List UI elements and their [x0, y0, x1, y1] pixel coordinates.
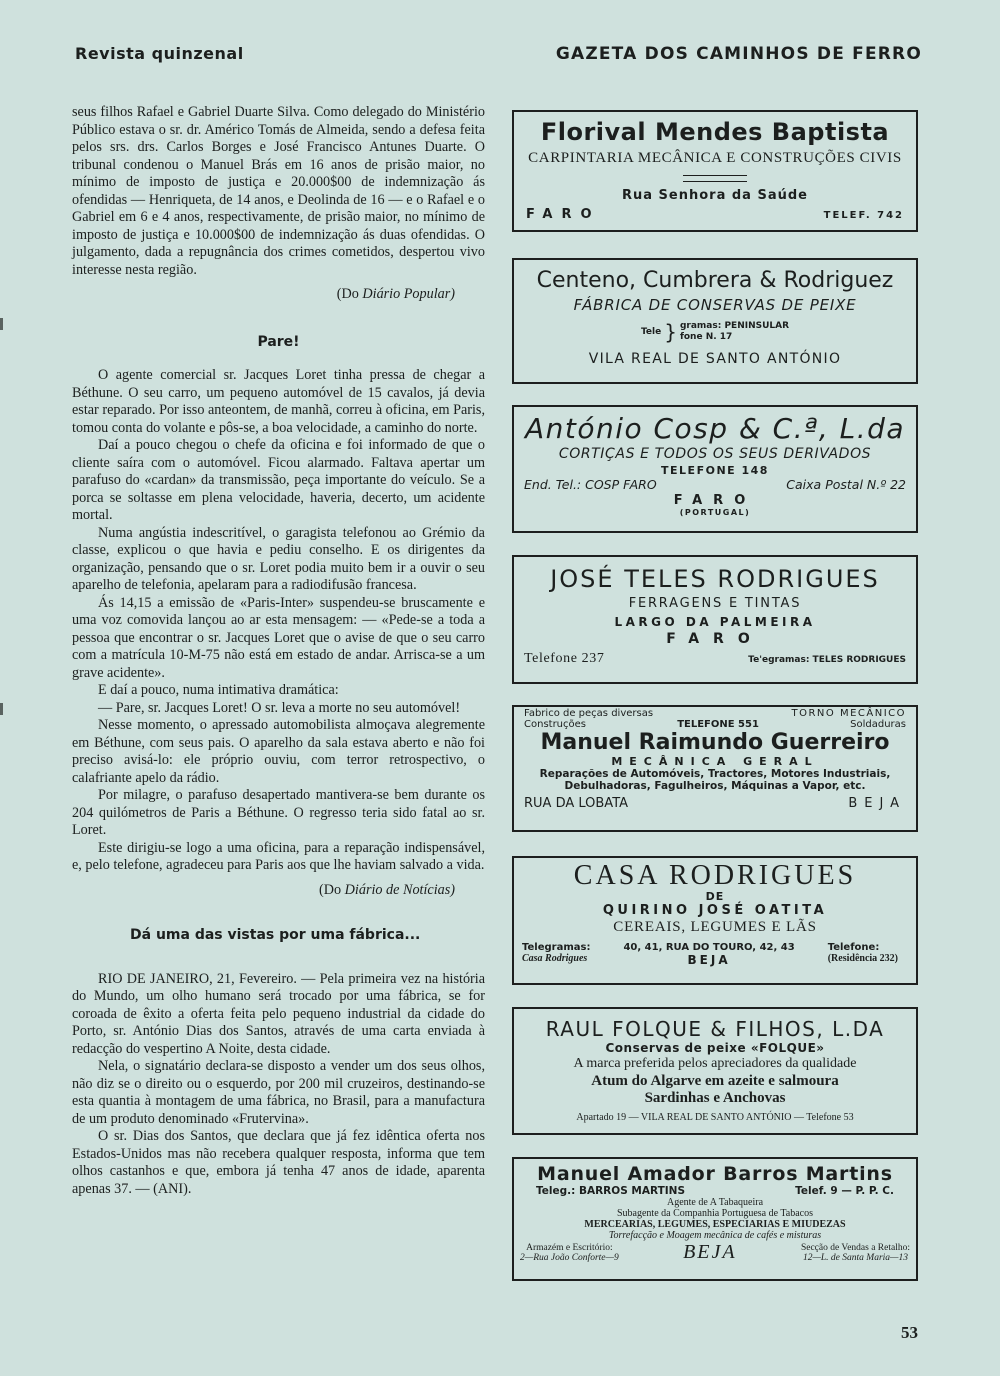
ad-florival [512, 110, 918, 232]
ad-line1-right: TORNO MECÂNICO [791, 708, 906, 719]
ad-repairs-1: Reparações de Automóveis, Tractores, Motores Industriais, [539, 768, 891, 780]
ad-footer: Apartado 19 — VILA REAL DE SANTO ANTÓNIO — Telefone 53 [576, 1112, 854, 1123]
ad-folque [512, 1007, 918, 1135]
vista-paragraph: O sr. Dias dos Santos, que declara que já fez idêntica oferta nos Estados-Unidos mas não recebera qualquer resposta, informa que tem olhos castanhos e que, embora já tenha 47 anos de idade, aparenta apenas 37. — (ANI). [72, 1128, 485, 1197]
ad-repairs-2: Debulhadoras, Fagulheiros, Máquinas a Vapor, etc. [564, 780, 866, 792]
ad-telegrams: Teleg.: BARROS MARTINS [536, 1185, 686, 1197]
ad-line2-left: Construções [524, 719, 586, 730]
ad-retail-address: 12—L. de Santa Maria—13 [802, 1252, 908, 1263]
ad-name: JOSÉ TELES RODRIGUES [550, 565, 880, 593]
divider [683, 175, 747, 182]
ad-preference: A marca preferida pelos apreciadores da qualidade [573, 1056, 857, 1071]
running-head-right: GAZETA DOS CAMINHOS DE FERRO [555, 44, 922, 64]
ad-centeno [512, 258, 918, 384]
ad-phone: TELEFONE 148 [661, 464, 769, 477]
pare-paragraph: Numa angústia indescritível, o garagista telefonou ao Grémio da classe, explicou o que havia e pediu conselho. E os dirigentes da organização, pensando que o sr. Loret podia muito bem ir a ouvir o seu aparelho de telefonia, apelaram para a radiodifusão francesa. [72, 524, 485, 593]
ad-warehouse-label: Armazém e Escritório: [526, 1242, 613, 1253]
ad-trade: FÁBRICA DE CONSERVAS DE PEIXE [573, 296, 857, 314]
ad-product-2: Sardinhas e Anchovas [644, 1090, 786, 1106]
pare-paragraph: E daí a pouco, numa intimativa dramática: [98, 682, 339, 698]
pare-paragraph: Este dirigiu-se logo a uma oficina, para a reparação indispensável, e, pelo telefone, agradeceu para Paris aos que lhe haviam salvado a vida. [72, 839, 485, 873]
ad-line2-right: Soldaduras [850, 719, 906, 730]
pare-paragraph: — Pare, sr. Jacques Loret! O sr. leva a morte no seu automóvel! [98, 699, 461, 716]
ad-street: RUA DA LOBATA [524, 796, 629, 811]
ad-line2-mid: TELEFONE 551 [677, 719, 759, 730]
article-column [72, 104, 485, 1198]
binding-mark [0, 318, 3, 330]
ad-retail-label: Secção de Vendas a Retalho: [800, 1242, 910, 1253]
vista-paragraph: Nela, o signatário declara-se disposto a vender um dos seus olhos, não diz se o direito ou o esquerdo, por 200 mil cruzeiros, destinando-se esta quantia à montagem de uma fábrica, no Brasil, para a manufactura de um produto denominado «Frutervina». [72, 1058, 485, 1127]
tele-fone: fone N. 17 [679, 332, 733, 342]
pare-paragraph: O agente comercial sr. Jacques Loret tinha pressa de chegar a Béthune. O seu carro, um pequeno automóvel de 15 cavalos, já devia estar reparado. Por isso anteontem, de manhã, correu à oficina, em Paris, tomou conta do volante e pôs-se, a boa velocidade, a caminho do norte. [72, 367, 485, 436]
ad-line1-left: Fabrico de peças diversas [524, 708, 654, 719]
intro-paragraph: seus filhos Rafael e Gabriel Duarte Silva. Como delegado do Ministério Público estava o sr. dr. Américo Tomás de Almeida, sendo a defesa feita pelos srs. drs. Carlos Borges e José Francisco Antunes Duarte. O tribunal condenou o Manuel Brás em 16 anos de prisão maior, no mínimo de imposto de justiça e 20.000$00 de indemnização ás ofendidas — Henriqueta, de 14 anos, e Deolinda de 16 — e o Rafael e o Gabriel em 6 e 4 anos, respectivamente, de prisão maior, no mínimo de imposto de justiça e 10.000$00 de indemnização ás duas ofendidas. O julgamento, dada a repugnância dos crimes cometidos, despertou vivo interesse nesta região. [72, 104, 485, 278]
ad-casa-rodrigues [512, 856, 918, 985]
ad-name: Manuel Raimundo Guerreiro [540, 730, 890, 755]
ad-name: Centeno, Cumbrera & Rodriguez [536, 268, 894, 293]
ad-name: CASA RODRIGUES [573, 860, 857, 891]
binding-mark [0, 703, 3, 715]
source-prefix: (Do [336, 286, 363, 302]
vista-paragraph: RIO DE JANEIRO, 21, Fevereiro. — Pela primeira vez na história do Mundo, um olho humano será trocado por uma fábrica, se for coroada de êxito a oferta feita pelo pequeno industrial da cidade do Porto, sr. António Dias dos Santos, através de uma carta enviada à redacção do vespertino A Noite, desta cidade. [72, 970, 485, 1057]
ad-trade: CORTIÇAS E TODOS OS SEUS DERIVADOS [558, 446, 872, 462]
ad-warehouse-address: 2—Rua João Conforte—9 [520, 1252, 619, 1263]
ad-name: RAUL FOLQUE & FILHOS, L.DA [545, 1017, 885, 1041]
page-number: 53 [901, 1323, 918, 1342]
ad-trade: CEREAIS, LEGUMES E LÃS [613, 919, 817, 935]
section-title-pare: Pare! [257, 333, 300, 350]
pare-paragraph: Ás 14,15 a emissão de «Paris-Inter» suspendeu-se bruscamente e uma voz comovida lançou ao ar esta mensagem: — «Pede-se a toda a pessoa que encontrar o sr. Jacques Loret que o avise de que o seu carro com a matrícula 10-M-75 não está em estado de andar. Arrisca-se a um grave acidente». [72, 594, 485, 681]
pare-paragraph: Por milagre, o parafuso desapertado mantivera-se bem durante os 204 quilómetros de Paris a Béthune. O regresso teria sido fatal ao sr. Loret. [72, 787, 485, 838]
ad-city: FARO [666, 631, 764, 647]
ad-owner: QUIRINO JOSÉ OATITA [602, 903, 828, 918]
ad-trade: FERRAGENS E TINTAS [628, 596, 802, 611]
ad-name: Florival Mendes Baptista [540, 118, 890, 146]
ad-barros-martins [512, 1157, 918, 1281]
ad-phone: Telefone 237 [524, 651, 605, 666]
source-title: Diário Popular) [362, 286, 455, 302]
ad-de: DE [705, 890, 725, 903]
ad-telegrams-value: Casa Rodrigues [522, 953, 588, 964]
pare-paragraph: Daí a pouco chegou o chefe da oficina e foi informado de que o cliente saíra com o automóvel. Ficou alarmado. Faltava apertar um parafuso do «cardan» da transmissão, peça importante do veículo. Se a porca se soltasse em plena velocidade, haveria, decerto, um acidente mortal. [72, 437, 485, 523]
ad-street: LARGO DA PALMEIRA [614, 615, 816, 629]
intro-source [72, 286, 455, 304]
pare-paragraph: Nesse momento, o apressado automobilista almoçava alegremente em Béthune, com seus pais. O aparelho da sala estava aberto e não foi preciso avisá-lo: ele próprio ouviu, com terror retrospectivo, o calafriante apelo da rádio. [72, 717, 485, 786]
ad-phone-value: (Residência 232) [827, 953, 898, 964]
ad-phone: Telef. 9 — P. P. C. [795, 1185, 894, 1197]
ad-goods: MERCEARIAS, LEGUMES, ESPECIARIAS E MIUDEZAS [584, 1219, 846, 1230]
ad-city: VILA REAL DE SANTO ANTÓNIO [588, 351, 842, 367]
ad-sub: Conservas de peixe «FOLQUE» [605, 1041, 825, 1055]
ad-telegraph: End. Tel.: COSP FARO [524, 477, 657, 492]
ad-agent-2: Subagente da Companhia Portuguesa de Tabacos [616, 1208, 813, 1219]
ad-country: (PORTUGAL) [679, 508, 751, 517]
running-head-left: Revista quinzenal [75, 44, 244, 63]
pare-source [72, 882, 455, 900]
ad-trade: CARPINTARIA MECÂNICA E CONSTRUÇÕES CIVIS [528, 150, 902, 166]
ad-guerreiro [512, 705, 918, 832]
ad-city: FARO [526, 207, 601, 222]
ad-postbox: Caixa Postal N.º 22 [786, 477, 906, 492]
ad-roasting: Torrefacção e Moagem mecânica de cafés e misturas [608, 1230, 822, 1241]
ad-city: BEJA [848, 796, 906, 811]
ad-city: BEJA [687, 953, 731, 967]
ad-teles [512, 555, 918, 684]
ad-telegrams: Te'egramas: TELES RODRIGUES [748, 655, 906, 665]
section-title-vista: Dá uma das vistas por uma fábrica... [130, 927, 421, 943]
source-prefix: (Do [319, 881, 345, 898]
brace: } [664, 320, 677, 344]
ad-phone: TELEF. 742 [823, 210, 904, 221]
source-title: Diário de Notícias) [344, 881, 455, 898]
ad-street: Rua Senhora da Saúde [621, 188, 808, 203]
ad-address: 40, 41, RUA DO TOURO, 42, 43 [623, 942, 795, 953]
ad-phone-label: Telefone: [827, 942, 880, 953]
ad-name: António Cosp & C.ª, L.da [524, 412, 906, 445]
tele-gramas: gramas: PENINSULAR [679, 321, 790, 331]
ad-product-1: Atum do Algarve em azeite e salmoura [591, 1073, 839, 1089]
ad-city: FARO [673, 493, 757, 508]
ad-name: Manuel Amador Barros Martins [537, 1163, 893, 1185]
ad-trade: MECÂNICA GERAL [611, 755, 819, 768]
ad-telegrams-label: Telegramas: [522, 942, 591, 953]
ad-agent-1: Agente de A Tabaqueira [666, 1197, 764, 1208]
ad-city: BEJA [683, 1241, 737, 1263]
tele-label: Tele [640, 327, 662, 337]
ad-cosp [512, 405, 918, 533]
